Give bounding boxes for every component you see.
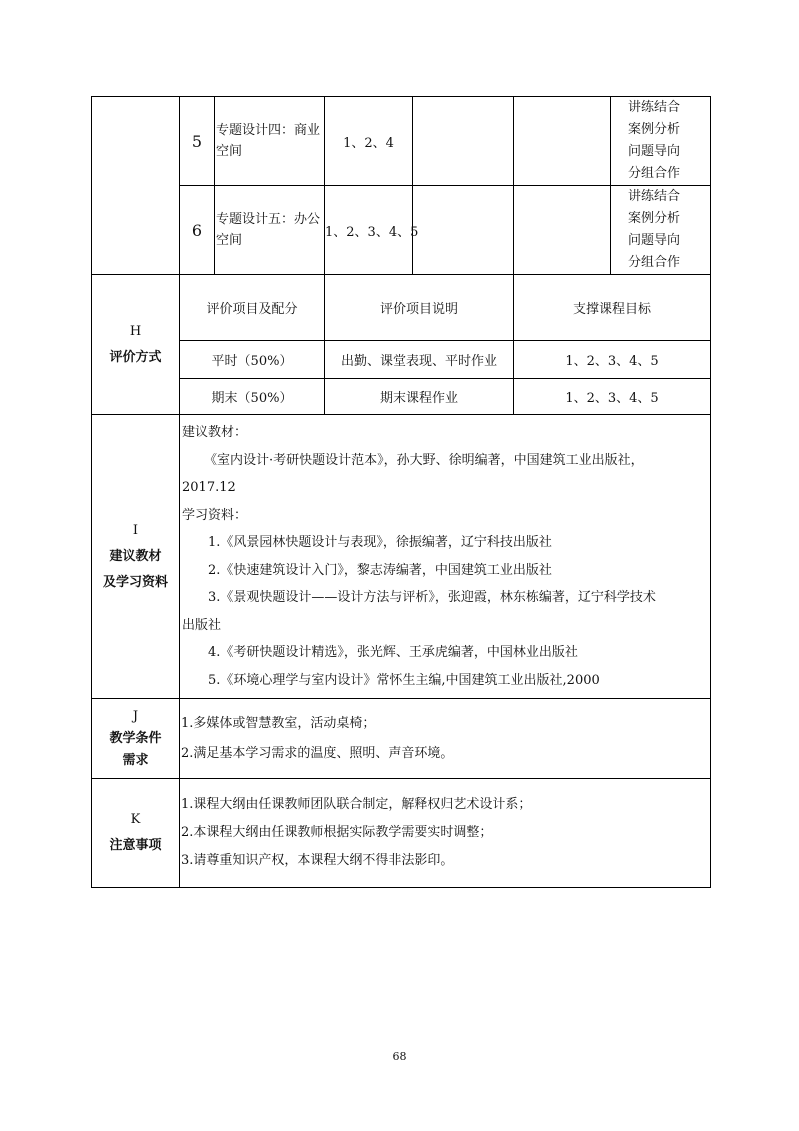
topic-row <box>92 186 711 275</box>
empty-cell <box>413 97 514 186</box>
textbook-entry-cont: 2017.12 <box>182 480 236 495</box>
textbook-entry: 《室内设计·考研快题设计范本》，孙大野、徐明编著，中国建筑工业出版社， <box>204 452 644 468</box>
evaluation-header-row <box>92 275 711 341</box>
method-item: 讲练结合 <box>628 100 681 115</box>
method-item: 问题导向 <box>628 233 681 248</box>
section-k-label <box>92 779 180 888</box>
section-title: 评价方式 <box>109 349 162 365</box>
reference-item: 4.《考研快题设计精选》，张光辉、王承虎编著，中国林业出版社 <box>208 645 578 660</box>
section-title: 及学习资料 <box>102 574 168 590</box>
conditions-content <box>180 699 711 779</box>
empty-cell <box>413 186 514 275</box>
eval-desc: 期末课程作业 <box>325 379 514 415</box>
eval-header-goals: 支撑课程目标 <box>514 275 711 341</box>
eval-goals: 1、2、3、4、5 <box>514 379 711 415</box>
section-letter: I <box>132 522 139 538</box>
section-h-label <box>92 275 180 415</box>
section-i-label <box>92 415 180 699</box>
reference-item: 3.《景观快题设计——设计方法与评析》，张迎霞，林东栋编著，辽宁科学技术 <box>208 590 656 605</box>
method-item: 讲练结合 <box>628 189 681 204</box>
materials-row <box>92 415 711 699</box>
evaluation-row <box>92 341 711 379</box>
method-item: 案例分析 <box>628 122 681 137</box>
method-item: 分组合作 <box>628 166 681 181</box>
method-item: 分组合作 <box>628 255 681 270</box>
method-item: 案例分析 <box>628 211 681 226</box>
note-item: 3.请尊重知识产权，本课程大纲不得非法影印。 <box>181 853 454 868</box>
section-title: 需求 <box>122 752 149 768</box>
empty-cell <box>514 186 611 275</box>
teaching-methods <box>611 97 711 186</box>
condition-item: 2.满足基本学习需求的温度、照明、声音环境。 <box>181 745 454 761</box>
note-item: 1.课程大纲由任课教师团队联合制定，解释权归艺术设计系； <box>181 797 532 812</box>
condition-item: 1.多媒体或智慧教室，活动桌椅； <box>181 715 376 731</box>
topic-title: 专题设计五：办公空间 <box>215 186 325 275</box>
topic-number: 6 <box>180 186 215 275</box>
refs-label: 学习资料： <box>182 507 248 523</box>
eval-item: 期末（50%） <box>180 379 325 415</box>
page-number: 68 <box>392 1050 407 1063</box>
section-label-empty <box>92 97 180 275</box>
notes-row <box>92 779 711 888</box>
syllabus-table <box>91 96 711 888</box>
materials-content <box>180 415 711 699</box>
section-letter: J <box>132 708 139 724</box>
conditions-row <box>92 699 711 779</box>
topic-title: 专题设计四：商业空间 <box>215 97 325 186</box>
topic-number: 5 <box>180 97 215 186</box>
reference-item: 1.《风景园林快题设计与表现》，徐振编著，辽宁科技出版社 <box>208 535 552 550</box>
section-title: 建议教材 <box>109 548 162 564</box>
section-title: 教学条件 <box>109 730 162 746</box>
eval-item: 平时（50%） <box>180 341 325 379</box>
section-letter: K <box>130 812 141 827</box>
reference-item: 5.《环境心理学与室内设计》常怀生主编,中国建筑工业出版社,2000 <box>208 672 600 688</box>
note-item: 2.本课程大纲由任课教师根据实际教学需要实时调整； <box>181 825 493 840</box>
topic-goals: 1、2、4 <box>325 97 413 186</box>
evaluation-row <box>92 379 711 415</box>
reference-item: 2.《快速建筑设计入门》，黎志涛编著，中国建筑工业出版社 <box>208 562 552 578</box>
empty-cell <box>514 97 611 186</box>
topic-row <box>92 97 711 186</box>
section-title: 注意事项 <box>109 838 162 853</box>
textbook-label: 建议教材： <box>182 425 248 440</box>
topic-goals: 1、2、3、4、5 <box>325 186 413 275</box>
teaching-methods <box>611 186 711 275</box>
section-letter: H <box>129 323 142 339</box>
eval-header-desc: 评价项目说明 <box>325 275 514 341</box>
eval-desc: 出勤、课堂表现、平时作业 <box>325 341 514 379</box>
section-j-label <box>92 699 180 779</box>
notes-content <box>180 779 711 888</box>
eval-header-item: 评价项目及配分 <box>180 275 325 341</box>
eval-goals: 1、2、3、4、5 <box>514 341 711 379</box>
reference-item-cont: 出版社 <box>182 617 222 633</box>
method-item: 问题导向 <box>628 144 681 159</box>
